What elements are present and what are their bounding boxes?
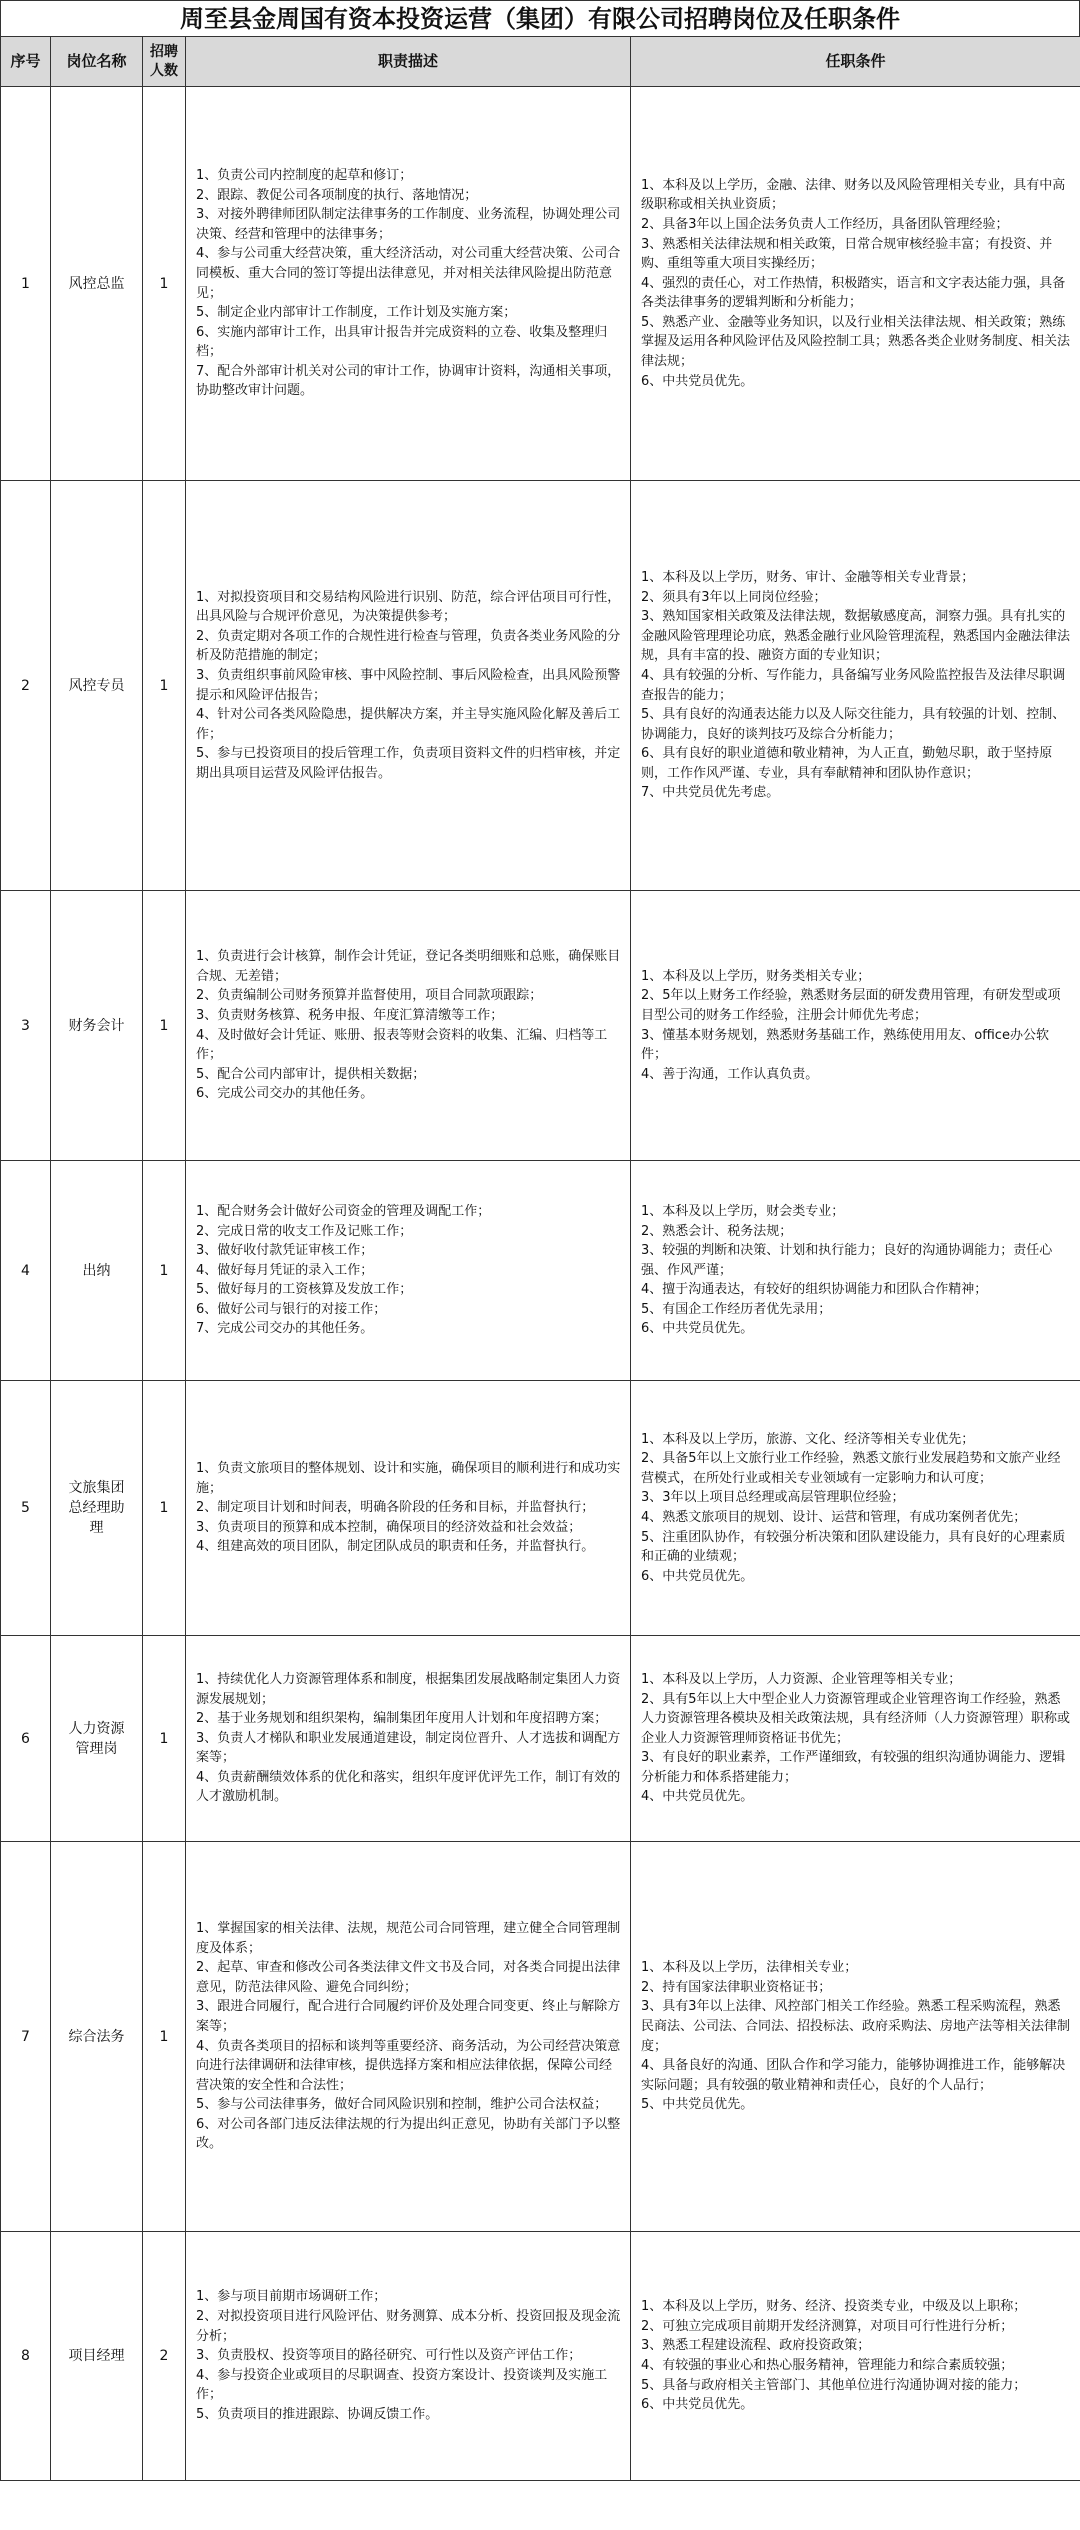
row-requirements — [631, 1161, 1080, 1381]
duty-item: 5、制定企业内部审计工作制度，工作计划及实施方案； — [196, 305, 517, 321]
row-seq: 1 — [1, 87, 51, 481]
duty-item: 7、配合外部审计机关对公司的审计工作，协调审计资料，沟通相关事项，协助整改审计问题。 — [196, 363, 621, 399]
duty-item: 3、做好收付款凭证审核工作； — [196, 1243, 374, 1259]
row-requirements — [631, 481, 1080, 891]
duty-item: 3、负责股权、投资等项目的路径研究、可行性以及资产评估工作； — [196, 2348, 582, 2364]
requirement-item: 4、具有较强的分析、写作能力，具备编写业务风险监控报告及法律尽职调查报告的能力； — [641, 667, 1066, 703]
duty-item: 6、完成公司交办的其他任务。 — [196, 1086, 374, 1102]
requirement-item: 6、中共党员优先。 — [641, 1321, 754, 1337]
row-count: 1 — [143, 1636, 186, 1842]
duty-item: 2、起草、审查和修改公司各类法律文件文书及合同，对各类合同提出法律意见，防范法律风险、避免合同纠纷； — [196, 1960, 621, 1995]
row-count: 1 — [143, 87, 186, 481]
duty-item: 4、做好每月凭证的录入工作； — [196, 1262, 374, 1278]
requirement-item: 3、3年以上项目总经理或高层管理职位经验； — [641, 1490, 905, 1506]
row-duties — [186, 1161, 631, 1381]
duty-item: 2、负责编制公司财务预算并监督使用，项目合同款项跟踪； — [196, 988, 543, 1004]
requirement-item: 3、具有3年以上法律、风控部门相关工作经验。熟悉工程采购流程，熟悉民商法、公司法、合同法、招投标法、政府采购法、房地产法等相关法律制度； — [641, 1999, 1071, 2054]
row-count: 1 — [143, 1381, 186, 1636]
row-seq: 2 — [1, 481, 51, 891]
row-position: 项目经理 — [51, 2232, 143, 2481]
table-row — [1, 87, 1080, 481]
row-seq: 4 — [1, 1161, 51, 1381]
row-requirements — [631, 1842, 1080, 2232]
duty-item: 4、参与公司重大经营决策，重大经济活动，对公司重大经营决策、公司合同模板、重大合同的签订等提出法律意见，并对相关法律风险提出防范意见； — [196, 246, 621, 301]
requirement-item: 2、熟悉会计、税务法规； — [641, 1223, 793, 1239]
duty-item: 2、跟踪、教促公司各项制度的执行、落地情况； — [196, 187, 478, 203]
requirement-item: 5、具备与政府相关主管部门、其他单位进行沟通协调对接的能力； — [641, 2377, 1027, 2393]
duty-item: 3、负责组织事前风险审核、事中风险控制、事后风险检查，出具风险预警提示和风险评估报告； — [196, 667, 621, 703]
table-row — [1, 1842, 1080, 2232]
requirement-item: 1、本科及以上学历，财会类专业； — [641, 1203, 845, 1219]
duty-item: 5、做好每月的工资核算及发放工作； — [196, 1282, 413, 1298]
requirement-item: 3、熟悉工程建设流程、政府投资政策； — [641, 2338, 871, 2354]
duty-item: 2、负责定期对各项工作的合规性进行检查与管理，负责各类业务风险的分析及防范措施的制定； — [196, 628, 621, 664]
duty-item: 4、组建高效的项目团队，制定团队成员的职责和任务，并监督执行。 — [196, 1539, 595, 1555]
requirement-item: 4、熟悉文旅项目的规划、设计、运营和管理，有成功案例者优先； — [641, 1510, 1027, 1525]
requirement-item: 5、具有良好的沟通表达能力以及人际交往能力，具有较强的计划、控制、协调能力，良好的谈判技巧及综合分析能力； — [641, 707, 1066, 742]
row-requirements — [631, 891, 1080, 1161]
requirement-item: 4、强烈的责任心，对工作热情，积极踏实，语言和文字表达能力强，具备各类法律事务的逻辑判断和分析能力； — [641, 275, 1066, 311]
header-duties: 职责描述 — [186, 37, 631, 87]
duty-item: 4、负责各类项目的招标和谈判等重要经济、商务活动，为公司经营决策意向进行法律调研和法律审核，提供选择方案和相应法律依据，保障公司经营决策的安全性和合法性； — [196, 2038, 621, 2093]
duty-item: 3、负责项目的预算和成本控制，确保项目的经济效益和社会效益； — [196, 1519, 582, 1535]
row-seq: 6 — [1, 1636, 51, 1842]
requirement-item: 5、熟悉产业、金融等业务知识，以及行业相关法律法规、相关政策；熟练掌握及运用各种风险评估及风险控制工具；熟悉各类企业财务制度、相关法律法规； — [641, 314, 1071, 370]
requirement-item: 6、中共党员优先。 — [641, 1568, 754, 1584]
row-position: 风控总监 — [51, 87, 143, 481]
row-position: 风控专员 — [51, 481, 143, 891]
row-requirements — [631, 87, 1080, 481]
requirement-item: 3、熟悉相关法律法规和相关政策，日常合规审核经验丰富；有投资、并购、重组等重大项目实操经历； — [641, 236, 1053, 272]
row-position: 文旅集团 总经理助 理 — [51, 1381, 143, 1636]
duty-item: 1、配合财务会计做好公司资金的管理及调配工作； — [196, 1203, 491, 1219]
row-seq: 7 — [1, 1842, 51, 2232]
recruitment-table — [0, 36, 1080, 2481]
row-duties — [186, 481, 631, 891]
duty-item: 3、对接外聘律师团队制定法律事务的工作制度、业务流程，协调处理公司决策、经营和管理中的法律事务； — [196, 207, 621, 242]
requirement-item: 1、本科及以上学历，财务、审计、金融等相关专业背景； — [641, 569, 975, 585]
row-position: 综合法务 — [51, 1842, 143, 2232]
row-count: 1 — [143, 891, 186, 1161]
header-requirements: 任职条件 — [631, 37, 1080, 87]
duty-item: 6、对公司各部门违反法律法规的行为提出纠正意见，协助有关部门予以整改。 — [196, 2116, 621, 2152]
header-position: 岗位名称 — [51, 37, 143, 87]
duty-item: 2、基于业务规划和组织架构，编制集团年度用人计划和年度招聘方案； — [196, 1711, 608, 1727]
document-title: 周至县金周国有资本投资运营（集团）有限公司招聘岗位及任职条件 — [0, 0, 1080, 36]
requirement-item: 4、中共党员优先。 — [641, 1789, 754, 1805]
requirement-item: 1、本科及以上学历，财务、经济、投资类专业，中级及以上职称； — [641, 2299, 1027, 2315]
row-requirements — [631, 1381, 1080, 1636]
requirement-item: 5、中共党员优先。 — [641, 2097, 754, 2113]
duty-item: 1、参与项目前期市场调研工作； — [196, 2289, 387, 2305]
row-count: 1 — [143, 1161, 186, 1381]
requirement-item: 2、5年以上财务工作经验，熟悉财务层面的研发费用管理，有研发型或项目型公司的财务工作经验，注册会计师优先考虑； — [641, 988, 1061, 1023]
requirement-item: 2、具备3年以上国企法务负责人工作经历，具备团队管理经验； — [641, 216, 1009, 232]
requirement-item: 6、中共党员优先。 — [641, 373, 754, 389]
requirement-item: 7、中共党员优先考虑。 — [641, 785, 780, 801]
requirement-item: 1、本科及以上学历，旅游、文化、经济等相关专业优先； — [641, 1431, 975, 1447]
requirement-item: 2、可独立完成项目前期开发经济测算，对项目可行性进行分析； — [641, 2318, 1014, 2334]
table-row — [1, 1636, 1080, 1842]
row-duties — [186, 1842, 631, 2232]
duty-item: 1、对拟投资项目和交易结构风险进行识别、防范，综合评估项目可行性，出具风险与合规评价意见，为决策提供参考； — [196, 589, 621, 625]
requirement-item: 6、中共党员优先。 — [641, 2397, 754, 2413]
requirement-item: 2、须具有3年以上同岗位经验； — [641, 589, 827, 605]
row-position: 出纳 — [51, 1161, 143, 1381]
duty-item: 1、负责文旅项目的整体规划、设计和实施，确保项目的顺利进行和成功实施； — [196, 1461, 621, 1496]
requirement-item: 1、本科及以上学历，金融、法律、财务以及风险管理相关专业，具有中高级职称或相关执业资质； — [641, 177, 1066, 213]
table-row — [1, 891, 1080, 1161]
requirement-item: 4、擅于沟通表达，有较好的组织协调能力和团队合作精神； — [641, 1282, 988, 1298]
duty-item: 3、负责财务核算、税务申报、年度汇算清缴等工作； — [196, 1007, 504, 1023]
requirement-item: 1、本科及以上学历，财务类相关专业； — [641, 968, 871, 984]
requirement-item: 4、善于沟通，工作认真负责。 — [641, 1066, 819, 1082]
row-seq: 5 — [1, 1381, 51, 1636]
table-row — [1, 481, 1080, 891]
requirement-item: 3、熟知国家相关政策及法律法规，数据敏感度高，洞察力强。具有扎实的金融风险管理理论功底，熟悉金融行业风险管理流程，熟悉国内金融法律法规，具有丰富的投、融资方面的专业知识； — [641, 609, 1071, 664]
row-position: 财务会计 — [51, 891, 143, 1161]
duty-item: 4、参与投资企业或项目的尽职调查、投资方案设计、投资谈判及实施工作； — [196, 2367, 608, 2403]
requirement-item: 2、具备5年以上文旅行业工作经验，熟悉文旅行业发展趋势和文旅产业经营模式，在所处行业或相关专业领域有一定影响力和认可度； — [641, 1451, 1061, 1486]
duty-item: 1、掌握国家的相关法律、法规，规范公司合同管理，建立健全合同管理制度及体系； — [196, 1920, 621, 1956]
requirement-item: 3、有良好的职业素养，工作严谨细致，有较强的组织沟通协调能力、逻辑分析能力和体系搭建能力； — [641, 1750, 1066, 1785]
duty-item: 2、完成日常的收支工作及记账工作； — [196, 1223, 413, 1239]
requirement-item: 4、有较强的事业心和热心服务精神，管理能力和综合素质较强； — [641, 2358, 1014, 2373]
duty-item: 3、负责人才梯队和职业发展通道建设，制定岗位晋升、人才选拔和调配方案等； — [196, 1730, 621, 1766]
header-seq: 序号 — [1, 37, 51, 87]
requirement-item: 5、有国企工作经历者优先录用； — [641, 1301, 832, 1317]
requirement-item: 1、本科及以上学历，法律相关专业； — [641, 1960, 858, 1976]
requirement-item: 6、具有良好的职业道德和敬业精神，为人正直，勤勉尽职，敢于坚持原则，工作作风严谨、专业，具有奉献精神和团队协作意识； — [641, 746, 1053, 781]
duty-item: 1、负责公司内控制度的起草和修订； — [196, 167, 413, 183]
row-position: 人力资源 管理岗 — [51, 1636, 143, 1842]
row-count: 1 — [143, 481, 186, 891]
row-seq: 8 — [1, 2232, 51, 2481]
requirement-item: 1、本科及以上学历，人力资源、企业管理等相关专业； — [641, 1671, 962, 1687]
requirement-item: 4、具备良好的沟通、团队合作和学习能力，能够协调推进工作，能够解决实际问题；具有较强的敬业精神和责任心，良好的个人品行； — [641, 2058, 1066, 2093]
table-row — [1, 1161, 1080, 1381]
duty-item: 2、对拟投资项目进行风险评估、财务测算、成本分析、投资回报及现金流分析； — [196, 2309, 621, 2344]
duty-item: 5、参与已投资项目的投后管理工作，负责项目资料文件的归档审核，并定期出具项目运营及风险评估报告。 — [196, 746, 621, 781]
row-count: 2 — [143, 2232, 186, 2481]
duty-item: 4、负责薪酬绩效体系的优化和落实，组织年度评优评先工作，制订有效的人才激励机制。 — [196, 1769, 621, 1805]
duty-item: 7、完成公司交办的其他任务。 — [196, 1321, 374, 1337]
duty-item: 4、及时做好会计凭证、账册、报表等财会资料的收集、汇编、归档等工作； — [196, 1027, 608, 1063]
duty-item: 5、负责项目的推进跟踪、协调反馈工作。 — [196, 2406, 439, 2422]
requirement-item: 2、具有5年以上大中型企业人力资源管理或企业管理咨询工作经验，熟悉人力资源管理各模块及相关政策法规，具有经济师（人力资源管理）职称或企业人力资源管理师资格证书优先； — [641, 1691, 1071, 1746]
row-duties — [186, 87, 631, 481]
header-count: 招聘 人数 — [143, 37, 186, 87]
duty-item: 5、配合公司内部审计，提供相关数据； — [196, 1066, 426, 1082]
row-duties — [186, 1381, 631, 1636]
duty-item: 5、参与公司法律事务，做好合同风险识别和控制，维护公司合法权益； — [196, 2097, 608, 2113]
row-requirements — [631, 2232, 1080, 2481]
row-seq: 3 — [1, 891, 51, 1161]
requirement-item: 2、持有国家法律职业资格证书； — [641, 1979, 832, 1995]
duty-item: 4、针对公司各类风险隐患，提供解决方案，并主导实施风险化解及善后工作； — [196, 707, 621, 742]
duty-item: 6、实施内部审计工作，出具审计报告并完成资料的立卷、收集及整理归档； — [196, 324, 608, 360]
duty-item: 3、跟进合同履行，配合进行合同履约评价及处理合同变更、终止与解除方案等； — [196, 1999, 621, 2034]
row-duties — [186, 1636, 631, 1842]
duty-item: 2、制定项目计划和时间表，明确各阶段的任务和目标，并监督执行； — [196, 1500, 595, 1516]
requirement-item: 3、懂基本财务规划，熟悉财务基础工作，熟练使用用友、office办公软件； — [641, 1027, 1049, 1063]
requirement-item: 3、较强的判断和决策、计划和执行能力；良好的沟通协调能力；责任心强、作风严谨； — [641, 1243, 1053, 1278]
row-requirements — [631, 1636, 1080, 1842]
duty-item: 1、持续优化人力资源管理体系和制度，根据集团发展战略制定集团人力资源发展规划； — [196, 1671, 621, 1707]
row-count: 1 — [143, 1842, 186, 2232]
row-duties — [186, 891, 631, 1161]
duty-item: 6、做好公司与银行的对接工作； — [196, 1301, 387, 1317]
row-duties — [186, 2232, 631, 2481]
requirement-item: 5、注重团队协作，有较强分析决策和团队建设能力，具有良好的心理素质和正确的业绩观； — [641, 1529, 1066, 1565]
header-row — [1, 37, 1080, 87]
table-row — [1, 1381, 1080, 1636]
table-row — [1, 2232, 1080, 2481]
duty-item: 1、负责进行会计核算，制作会计凭证，登记各类明细账和总账，确保账目合规、无差错； — [196, 949, 621, 984]
